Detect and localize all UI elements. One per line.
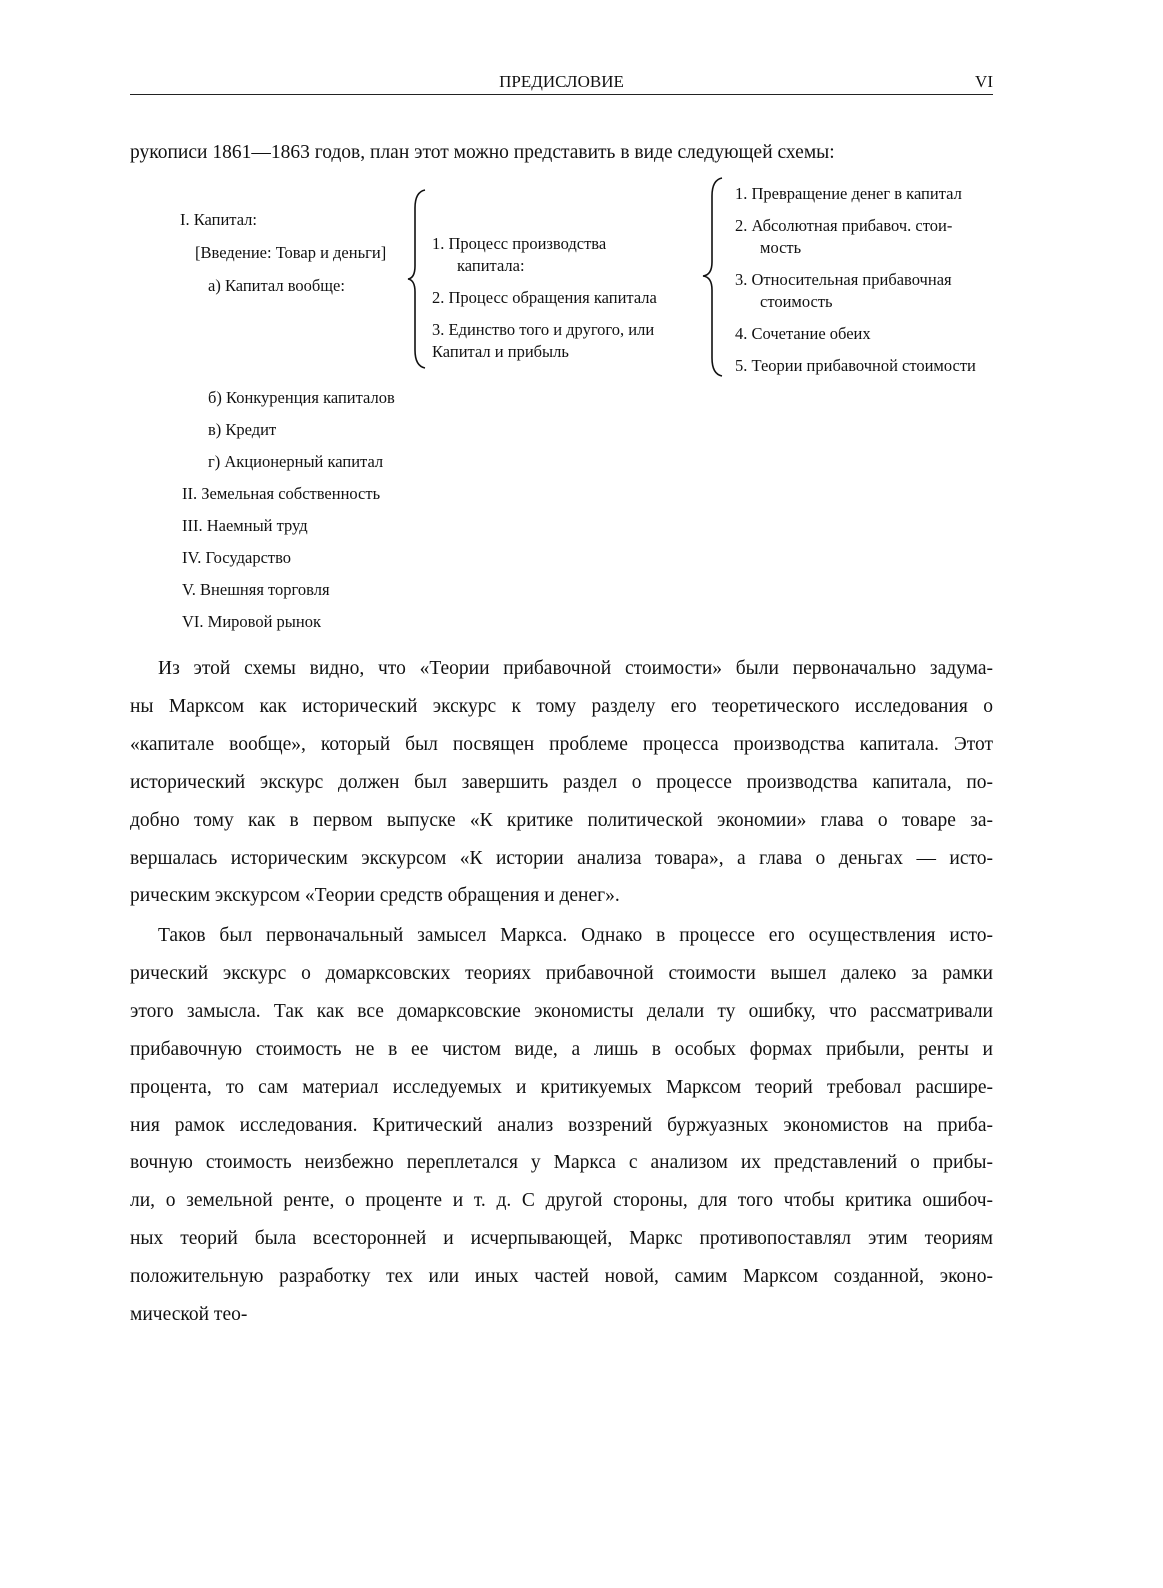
paragraph-line: процента, то сам материал исследуемых и критикуемых Марксом теорий требовал расшире- — [130, 1076, 993, 1098]
scheme-item: 3. Единство того и другого, или — [432, 320, 655, 339]
paragraph-line: исторический экскурс должен был завершить раздел о процессе производства капитала, по- — [130, 771, 993, 793]
scheme-item: 3. Относительная прибавочная — [735, 270, 952, 289]
paragraph-line: «капитале вообще», который был посвящен проблеме процесса производства капитала. Этот — [130, 733, 993, 755]
scheme-item: а) Капитал вообще: — [208, 276, 345, 295]
scheme-item: 5. Теории прибавочной стоимости — [735, 356, 976, 375]
scheme-item: IV. Государство — [182, 548, 292, 567]
paragraph-line: прибавочную стоимость не в ее чистом виде, а лишь в особых формах прибыли, ренты и — [130, 1038, 993, 1060]
scheme-item: капитала: — [457, 256, 525, 275]
header-title: ПРЕДИСЛОВИЕ — [499, 72, 624, 91]
scheme-item: г) Акционерный капитал — [208, 452, 384, 471]
scheme-item: I. Капитал: — [180, 210, 257, 229]
scheme-item: V. Внешняя торговля — [182, 580, 330, 599]
scheme-item: 1. Превращение денег в капитал — [735, 184, 962, 203]
paragraph-line: Из этой схемы видно, что «Теории прибавочной стоимости» были первоначально задума- — [158, 658, 993, 679]
scheme-item: стоимость — [760, 292, 833, 311]
scheme-item: [Введение: Товар и деньги] — [195, 243, 387, 262]
left-brace-icon — [405, 188, 429, 370]
scheme-item: VI. Мировой рынок — [182, 612, 321, 631]
paragraph-line: ны Марксом как исторический экскурс к тому разделу его теоретического исследования о — [130, 695, 993, 717]
page-number: VI — [975, 72, 993, 91]
paragraph-line: этого замысла. Так как все домарксовские экономисты делали ту ошибку, что рассматривали — [130, 1000, 993, 1022]
paragraph-line: ния рамок исследования. Критический анализ воззрений буржуазных экономистов на приба- — [130, 1114, 993, 1136]
scheme-item: 2. Процесс обращения капитала — [432, 288, 657, 307]
paragraph-line: добно тому как в первом выпуске «К критике политической экономии» глава о товаре за- — [130, 809, 993, 831]
paragraph-line: вершалась историческим экскурсом «К истории анализа товара», а глава о деньгах — исто- — [130, 847, 993, 869]
scheme-item: Капитал и прибыль — [432, 342, 569, 361]
scheme-item: б) Конкуренция капиталов — [208, 388, 395, 407]
paragraph-line: ных теорий была всесторонней и исчерпывающей, Маркс противопоставлял этим теориям — [130, 1228, 993, 1250]
left-brace-icon — [700, 176, 726, 378]
paragraph-line: положительную разработку тех или иных частей новой, самим Марксом созданной, эконо- — [130, 1266, 993, 1288]
scheme-item: 2. Абсолютная прибавоч. стои- — [735, 216, 953, 235]
paragraph-line: мической тео- — [130, 1304, 248, 1325]
paragraph-line: вочную стоимость неизбежно переплетался у Маркса с анализом их представлений о прибы- — [130, 1152, 993, 1174]
paragraph-line: рическим экскурсом «Теории средств обращения и денег». — [130, 885, 620, 907]
paragraph-line: ли, о земельной ренте, о проценте и т. д. С другой стороны, для того чтобы критика ошибоч- — [130, 1190, 993, 1212]
scheme-item: 1. Процесс производства — [432, 234, 607, 253]
paragraph-line: Таков был первоначальный замысел Маркса. Однако в процессе его осуществления исто- — [158, 925, 993, 946]
paragraph-line: рический экскурс о домарксовских теориях прибавочной стоимости вышел далеко за рамки — [130, 962, 993, 984]
running-header — [130, 72, 993, 95]
scheme-item: в) Кредит — [208, 420, 277, 439]
scheme-item: III. Наемный труд — [182, 516, 308, 535]
scheme-item: мость — [760, 238, 802, 257]
intro-line: рукописи 1861—1863 годов, план этот можно представить в виде следующей схемы: — [130, 142, 835, 163]
scheme-item: 4. Сочетание обеих — [735, 324, 871, 343]
scheme-item: II. Земельная собственность — [182, 484, 381, 503]
